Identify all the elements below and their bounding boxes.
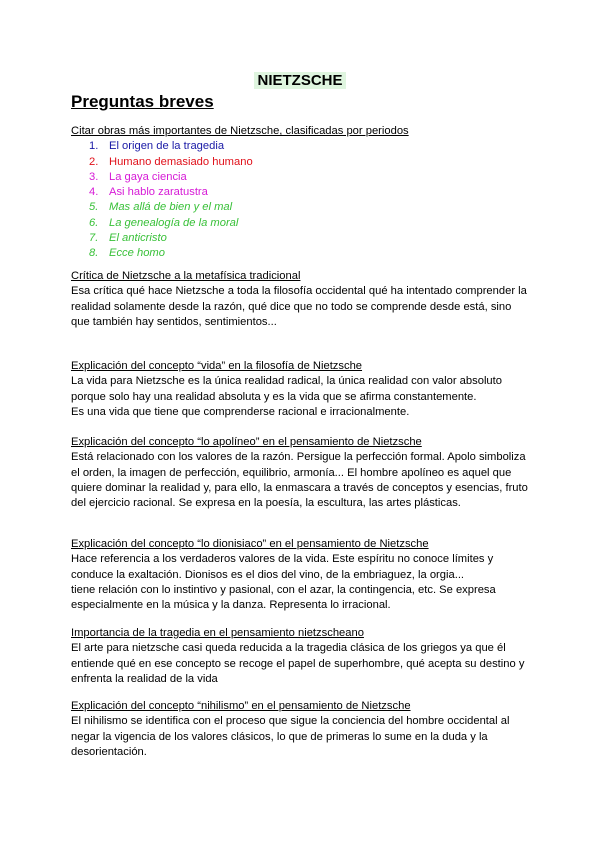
title-text: NIETZSCHE — [254, 72, 345, 89]
section-heading: Importancia de la tragedia en el pensamiento nietzscheano — [71, 627, 364, 639]
work-item — [71, 200, 541, 215]
work-item — [71, 139, 541, 154]
work-title: La genealogía de la moral — [109, 216, 239, 229]
section-line: desorientación. — [71, 745, 147, 758]
section-metafisica — [71, 269, 541, 330]
work-item — [71, 185, 541, 200]
works-section — [71, 124, 541, 262]
work-title: Humano demasiado humano — [109, 155, 253, 168]
work-title: La gaya ciencia — [109, 170, 187, 183]
section-line: Esa crítica qué hace Nietzsche a toda la filosofía occidental qué ha intentado comprender la — [71, 285, 527, 298]
section-line: La vida para Nietzsche es la única realidad radical, la única realidad con valor absoluto — [71, 375, 502, 388]
section-line: realidad solamente desde la razón, qué dice que no todo se comprende desde está, sino — [71, 300, 512, 313]
work-number: 4. — [89, 186, 99, 199]
work-item — [71, 216, 541, 231]
work-title: Ecce homo — [109, 247, 165, 260]
section-line: Es una vida que tiene que comprenderse racional e irracionalmente. — [71, 405, 410, 418]
section-line: especialmente en la música y la danza. Representa lo irracional. — [71, 599, 391, 612]
section-line: conduce la exaltación. Dionisos es el dios del vino, de la embriaguez, la orgia... — [71, 568, 465, 581]
work-number: 7. — [89, 232, 99, 245]
work-number: 6. — [89, 216, 99, 229]
page-title — [0, 72, 600, 90]
work-number: 5. — [89, 201, 99, 214]
section-tragedia — [71, 626, 541, 687]
section-line: tiene relación con lo instintivo y pasional, con el azar, la contingencia, etc. Se expresa — [71, 583, 496, 596]
work-number: 3. — [89, 170, 99, 183]
work-item — [71, 155, 541, 170]
section-line: porque solo hay una realidad absoluta y es la vida que se afirma constantemente. — [71, 390, 477, 403]
section-line: El nihilismo se identifica con el proceso que sigue la conciencia del hombre occidental al — [71, 715, 510, 728]
work-title: Asi hablo zaratustra — [109, 186, 208, 199]
work-item — [71, 231, 541, 246]
page-subtitle: Preguntas breves — [71, 92, 214, 111]
section-apolineo — [71, 435, 541, 511]
section-line: quiere dominar la realidad y, para ello, la enmascara a través de conceptos y esencias, fruto — [71, 481, 528, 494]
section-dionisiaco — [71, 537, 541, 613]
work-number: 8. — [89, 247, 99, 260]
section-line: del ejercicio racional. Se expresa en la poesía, la escultura, las artes plásticas. — [71, 497, 461, 510]
works-list — [71, 139, 541, 261]
section-heading: Crítica de Nietzsche a la metafísica tradicional — [71, 270, 301, 282]
works-heading: Citar obras más importantes de Nietzsche, clasificadas por periodos — [71, 125, 409, 137]
work-number: 1. — [89, 140, 99, 153]
work-title: El anticristo — [109, 232, 167, 245]
section-line: Hace referencia a los verdaderos valores de la vida. Este espíritu no conoce límites y — [71, 553, 494, 566]
section-heading: Explicación del concepto “lo apolíneo” en el pensamiento de Nietzsche — [71, 436, 422, 448]
section-line: el orden, la imagen de perfección, equilibrio, armonía... El hombre apolíneo es aquel que — [71, 466, 512, 479]
section-line: entiende qué en ese concepto se recoge el papel de superhombre, qué acepta su destino y — [71, 657, 525, 670]
section-heading: Explicación del concepto “vida” en la filosofía de Nietzsche — [71, 360, 363, 372]
work-title: El origen de la tragedia — [109, 140, 225, 153]
work-number: 2. — [89, 155, 99, 168]
section-heading: Explicación del concepto “nihilismo” en el pensamiento de Nietzsche — [71, 700, 411, 712]
section-vida — [71, 359, 541, 420]
section-heading: Explicación del concepto “lo dionisiaco” en el pensamiento de Nietzsche — [71, 538, 429, 550]
section-line: enfrenta la realidad de la vida — [71, 672, 218, 685]
section-nihilismo — [71, 699, 541, 760]
work-title: Mas allá de bien y el mal — [109, 201, 233, 214]
work-item — [71, 170, 541, 185]
section-line: Está relacionado con los valores de la razón. Persigue la perfección formal. Apolo simboliza — [71, 451, 526, 464]
section-line: negar la vigencia de los valores clásicos, lo que de primeras lo sume en la duda y la — [71, 730, 488, 743]
section-line: que también hay sentidos, sentimientos... — [71, 315, 277, 328]
section-line: El arte para nietzsche casi queda reducida a la tragedia clásica de los griegos ya que él — [71, 642, 506, 655]
work-item — [71, 246, 541, 261]
